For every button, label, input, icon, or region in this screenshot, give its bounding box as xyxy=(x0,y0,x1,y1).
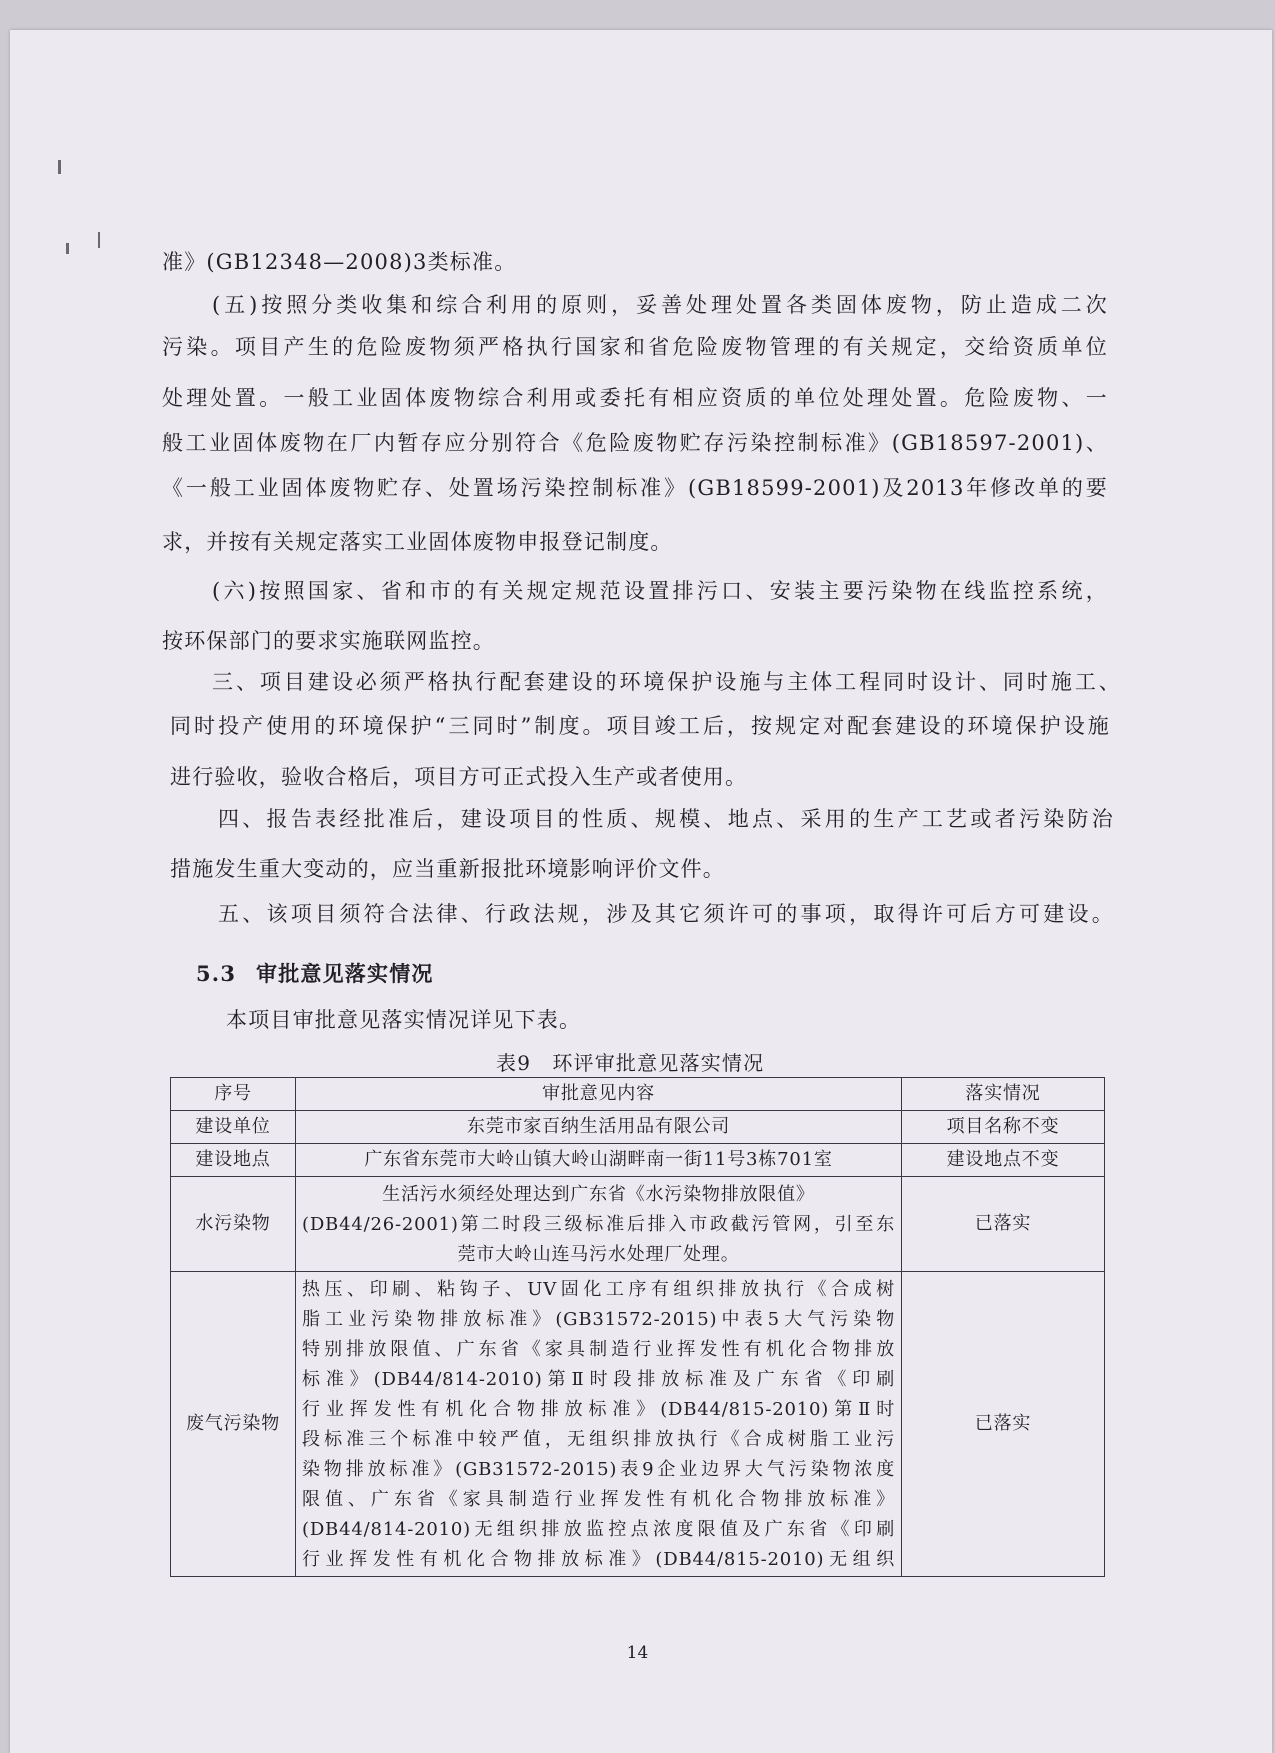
content-line: 标准》(DB44/814-2010)第Ⅱ时段排放标准及广东省《印刷 xyxy=(302,1369,895,1390)
row-content: 东莞市家百纳生活用品有限公司 xyxy=(296,1111,902,1144)
scan-speck xyxy=(66,243,69,254)
paragraph-line: 般工业固体废物在厂内暂存应分别符合《危险废物贮存污染控制标准》(GB18597-2001)、 xyxy=(162,431,1108,455)
row-status: 建设地点不变 xyxy=(902,1144,1105,1177)
row-content xyxy=(296,1177,902,1272)
content-line: 热压、印刷、粘钩子、UV固化工序有组织排放执行《合成树 xyxy=(302,1279,895,1300)
content-line: 特别排放限值、广东省《家具制造行业挥发性有机化合物排放 xyxy=(302,1339,895,1360)
paragraph-line: 按环保部门的要求实施联网监控。 xyxy=(162,629,495,653)
content-line: (DB44/26-2001)第二时段三级标准后排入市政截污管网，引至东 xyxy=(302,1214,895,1235)
paragraph-line: 三、项目建设必须严格执行配套建设的环境保护设施与主体工程同时设计、同时施工、 xyxy=(212,670,1121,694)
section-intro: 本项目审批意见落实情况详见下表。 xyxy=(226,1008,582,1032)
paragraph-line: 措施发生重大变动的，应当重新报批环境影响评价文件。 xyxy=(170,857,725,881)
approval-table xyxy=(170,1077,1105,1577)
row-status: 已落实 xyxy=(902,1272,1105,1577)
paragraph-line: 求，并按有关规定落实工业固体废物申报登记制度。 xyxy=(162,530,673,554)
row-status: 已落实 xyxy=(902,1177,1105,1272)
table-row xyxy=(171,1144,1105,1177)
paragraph-line: (六)按照国家、省和市的有关规定规范设置排污口、安装主要污染物在线监控系统， xyxy=(212,579,1108,603)
row-label: 建设地点 xyxy=(171,1144,296,1177)
content-line: 限值、广东省《家具制造行业挥发性有机化合物排放标准》 xyxy=(302,1489,895,1510)
section-number: 5.3 xyxy=(196,961,237,986)
scan-speck xyxy=(58,160,61,174)
row-status: 项目名称不变 xyxy=(902,1111,1105,1144)
table-row xyxy=(171,1177,1105,1272)
row-content xyxy=(296,1272,902,1577)
paragraph-line: 准》(GB12348—2008)3类标准。 xyxy=(162,250,517,274)
table-row xyxy=(171,1111,1105,1144)
paragraph-line: 处理处置。一般工业固体废物综合利用或委托有相应资质的单位处理处置。危险废物、一 xyxy=(162,386,1108,410)
content-line: 脂工业污染物排放标准》(GB31572-2015)中表5大气污染物 xyxy=(302,1309,895,1330)
content-line: 段标准三个标准中较严值，无组织排放执行《合成树脂工业污 xyxy=(302,1429,895,1450)
table-row xyxy=(171,1272,1105,1577)
header-cell: 落实情况 xyxy=(902,1078,1105,1111)
content-line: 染物排放标准》(GB31572-2015)表9企业边界大气污染物浓度 xyxy=(302,1459,895,1480)
section-heading xyxy=(196,960,434,988)
content-line: 生活污水须经处理达到广东省《水污染物排放限值》 xyxy=(382,1184,815,1205)
row-content: 广东省东莞市大岭山镇大岭山湖畔南一街11号3栋701室 xyxy=(296,1144,902,1177)
page-number: 14 xyxy=(626,1643,649,1663)
paragraph-line: 四、报告表经批准后，建设项目的性质、规模、地点、采用的生产工艺或者污染防治 xyxy=(218,807,1114,831)
content-line: 莞市大岭山连马污水处理厂处理。 xyxy=(457,1244,740,1265)
table-caption: 表9 环评审批意见落实情况 xyxy=(496,1051,765,1075)
paragraph-line: 《一般工业固体废物贮存、处置场污染控制标准》(GB18599-2001)及2013年修改单的要 xyxy=(162,476,1108,500)
section-title: 审批意见落实情况 xyxy=(256,961,434,986)
content-line: 行业挥发性有机化合物排放标准》(DB44/815-2010)无组织 xyxy=(302,1549,895,1570)
row-label: 水污染物 xyxy=(171,1177,296,1272)
row-label: 建设单位 xyxy=(171,1111,296,1144)
scan-speck xyxy=(98,232,100,248)
table-header-row xyxy=(171,1078,1105,1111)
paragraph-line: 进行验收，验收合格后，项目方可正式投入生产或者使用。 xyxy=(170,765,748,789)
row-label: 废气污染物 xyxy=(171,1272,296,1577)
paragraph-line: 同时投产使用的环境保护“三同时”制度。项目竣工后，按规定对配套建设的环境保护设施 xyxy=(170,714,1110,738)
paragraph-line: 污染。项目产生的危险废物须严格执行国家和省危险废物管理的有关规定，交给资质单位 xyxy=(162,335,1108,359)
paragraph-line: (五)按照分类收集和综合利用的原则，妥善处理处置各类固体废物，防止造成二次 xyxy=(212,293,1108,317)
header-cell: 序号 xyxy=(171,1078,296,1111)
header-cell: 审批意见内容 xyxy=(296,1078,902,1111)
paragraph-line: 五、该项目须符合法律、行政法规，涉及其它须许可的事项，取得许可后方可建设。 xyxy=(218,902,1114,926)
content-line: 行业挥发性有机化合物排放标准》(DB44/815-2010)第Ⅱ时 xyxy=(302,1399,895,1420)
content-line: (DB44/814-2010)无组织排放监控点浓度限值及广东省《印刷 xyxy=(302,1519,895,1540)
